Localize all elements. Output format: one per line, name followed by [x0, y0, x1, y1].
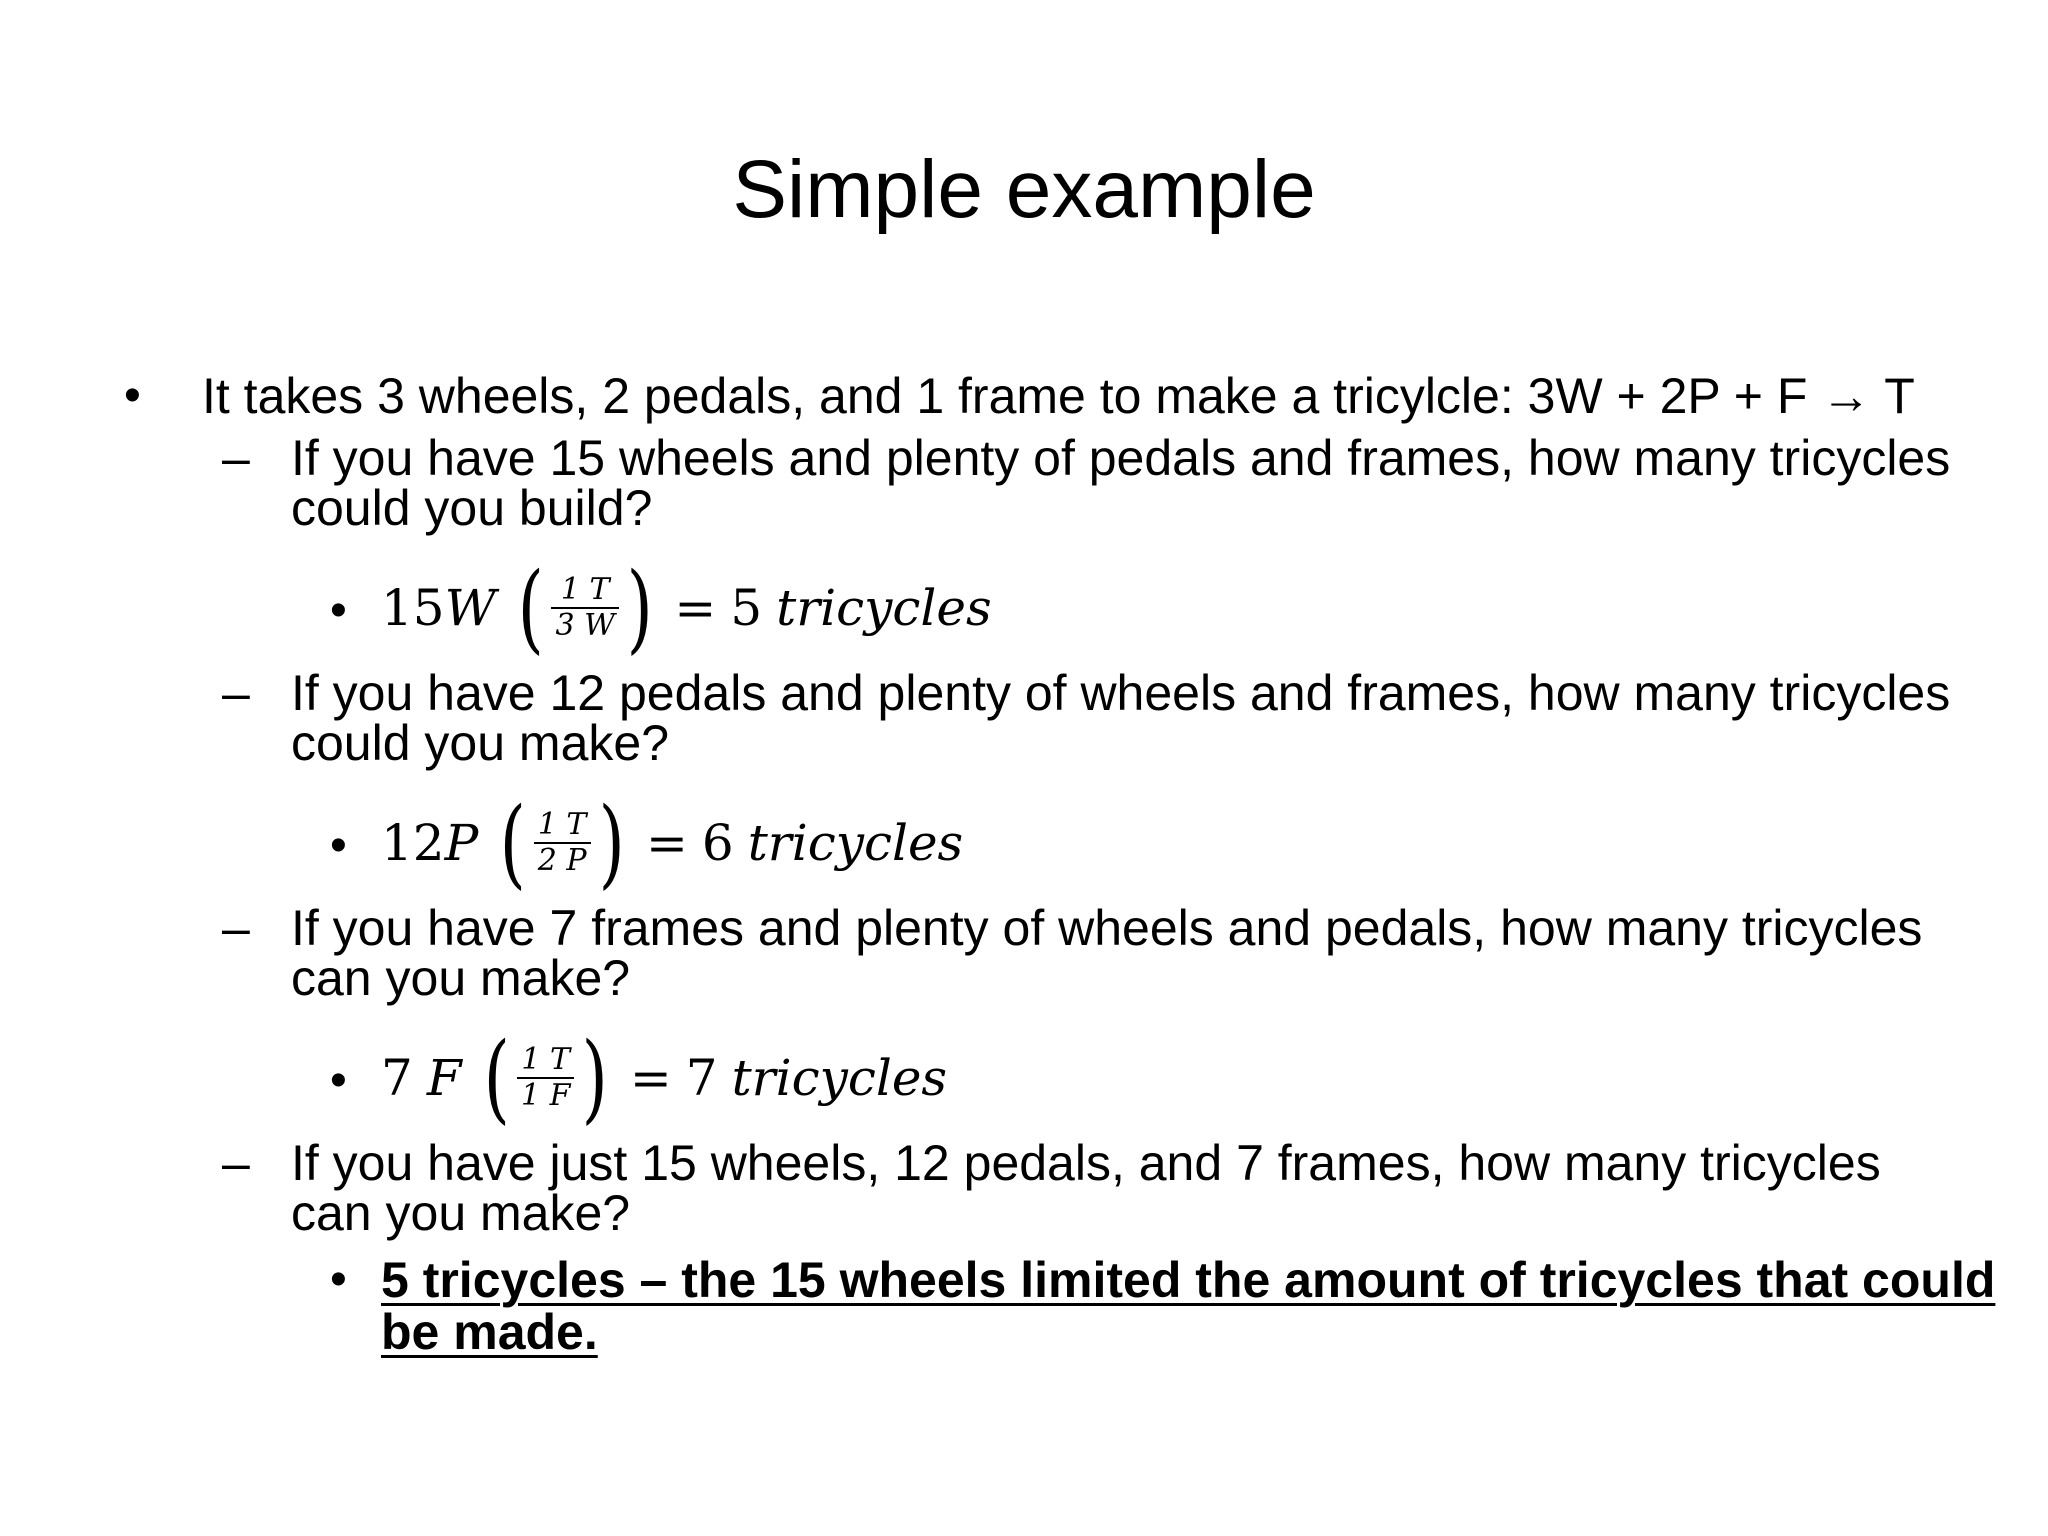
answer-line-1: 5 tricycles – the 15 wheels limited the amount of tricycles that could	[381, 1252, 1996, 1308]
eq-lhs-variable: F	[426, 1049, 462, 1107]
equation-2	[381, 787, 964, 899]
equation-1	[381, 552, 992, 664]
right-paren: )	[626, 552, 653, 664]
eq-equals-sign: =	[674, 579, 717, 637]
question-4-line-2: can you make?	[291, 1185, 631, 1241]
answer-line-2: be made.	[381, 1304, 598, 1360]
slide-title: Simple example	[732, 144, 1316, 235]
fraction-denominator: 3 W	[555, 608, 615, 643]
fraction-denominator: 2 P	[537, 843, 587, 878]
equation-3	[381, 1022, 948, 1134]
eq-lhs-number: 12	[381, 814, 445, 872]
question-3-line-1: If you have 7 frames and plenty of wheels and pedals, how many tricycles	[291, 900, 1923, 956]
right-paren: )	[598, 787, 625, 899]
eq-result: 5	[730, 579, 763, 637]
right-paren: )	[582, 1022, 609, 1134]
bullet-marker: •	[330, 1253, 347, 1306]
question-1-line-2: could you build?	[291, 480, 653, 536]
fraction-numerator: 1 T	[537, 807, 587, 842]
eq-equals-sign: =	[629, 1049, 672, 1107]
conversion-fraction	[534, 808, 591, 878]
dash-marker: –	[222, 900, 250, 956]
bullet-marker: •	[330, 1054, 347, 1107]
left-paren: (	[517, 552, 544, 664]
dash-marker: –	[222, 665, 250, 721]
dash-marker: –	[222, 1135, 250, 1191]
eq-result: 7	[685, 1049, 718, 1107]
question-3-line-2: can you make?	[291, 950, 631, 1006]
eq-result: 6	[701, 814, 734, 872]
eq-lhs-variable: P	[444, 814, 479, 872]
eq-lhs-number: 15	[381, 579, 445, 637]
eq-lhs-number: 7	[381, 1049, 413, 1107]
conversion-fraction	[551, 573, 618, 643]
eq-unit: tricycles	[776, 579, 992, 637]
eq-lhs-variable: W	[444, 579, 497, 637]
conversion-fraction	[517, 1043, 574, 1113]
fraction-numerator: 1 T	[521, 1042, 571, 1077]
question-2-line-2: could you make?	[291, 715, 670, 771]
fraction-denominator: 1 F	[520, 1078, 571, 1113]
eq-equals-sign: =	[646, 814, 688, 872]
eq-unit: tricycles	[731, 1049, 948, 1107]
main-bullet-text: It takes 3 wheels, 2 pedals, and 1 frame to make a tricylcle: 3W + 2P + F → T	[202, 368, 1915, 424]
dash-marker: –	[222, 430, 250, 486]
fraction-numerator: 1 T	[560, 572, 610, 607]
left-paren: (	[499, 787, 527, 899]
question-2-line-1: If you have 12 pedals and plenty of wheels and frames, how many tricycles	[291, 665, 1951, 721]
question-1-line-1: If you have 15 wheels and plenty of pedals and frames, how many tricycles	[291, 430, 1951, 486]
left-paren: (	[483, 1022, 510, 1134]
bullet-marker: •	[124, 369, 141, 422]
bullet-marker: •	[330, 584, 347, 637]
question-4-line-1: If you have just 15 wheels, 12 pedals, and 7 frames, how many tricycles	[291, 1135, 1881, 1191]
eq-unit: tricycles	[747, 814, 964, 872]
bullet-marker: •	[330, 819, 347, 872]
